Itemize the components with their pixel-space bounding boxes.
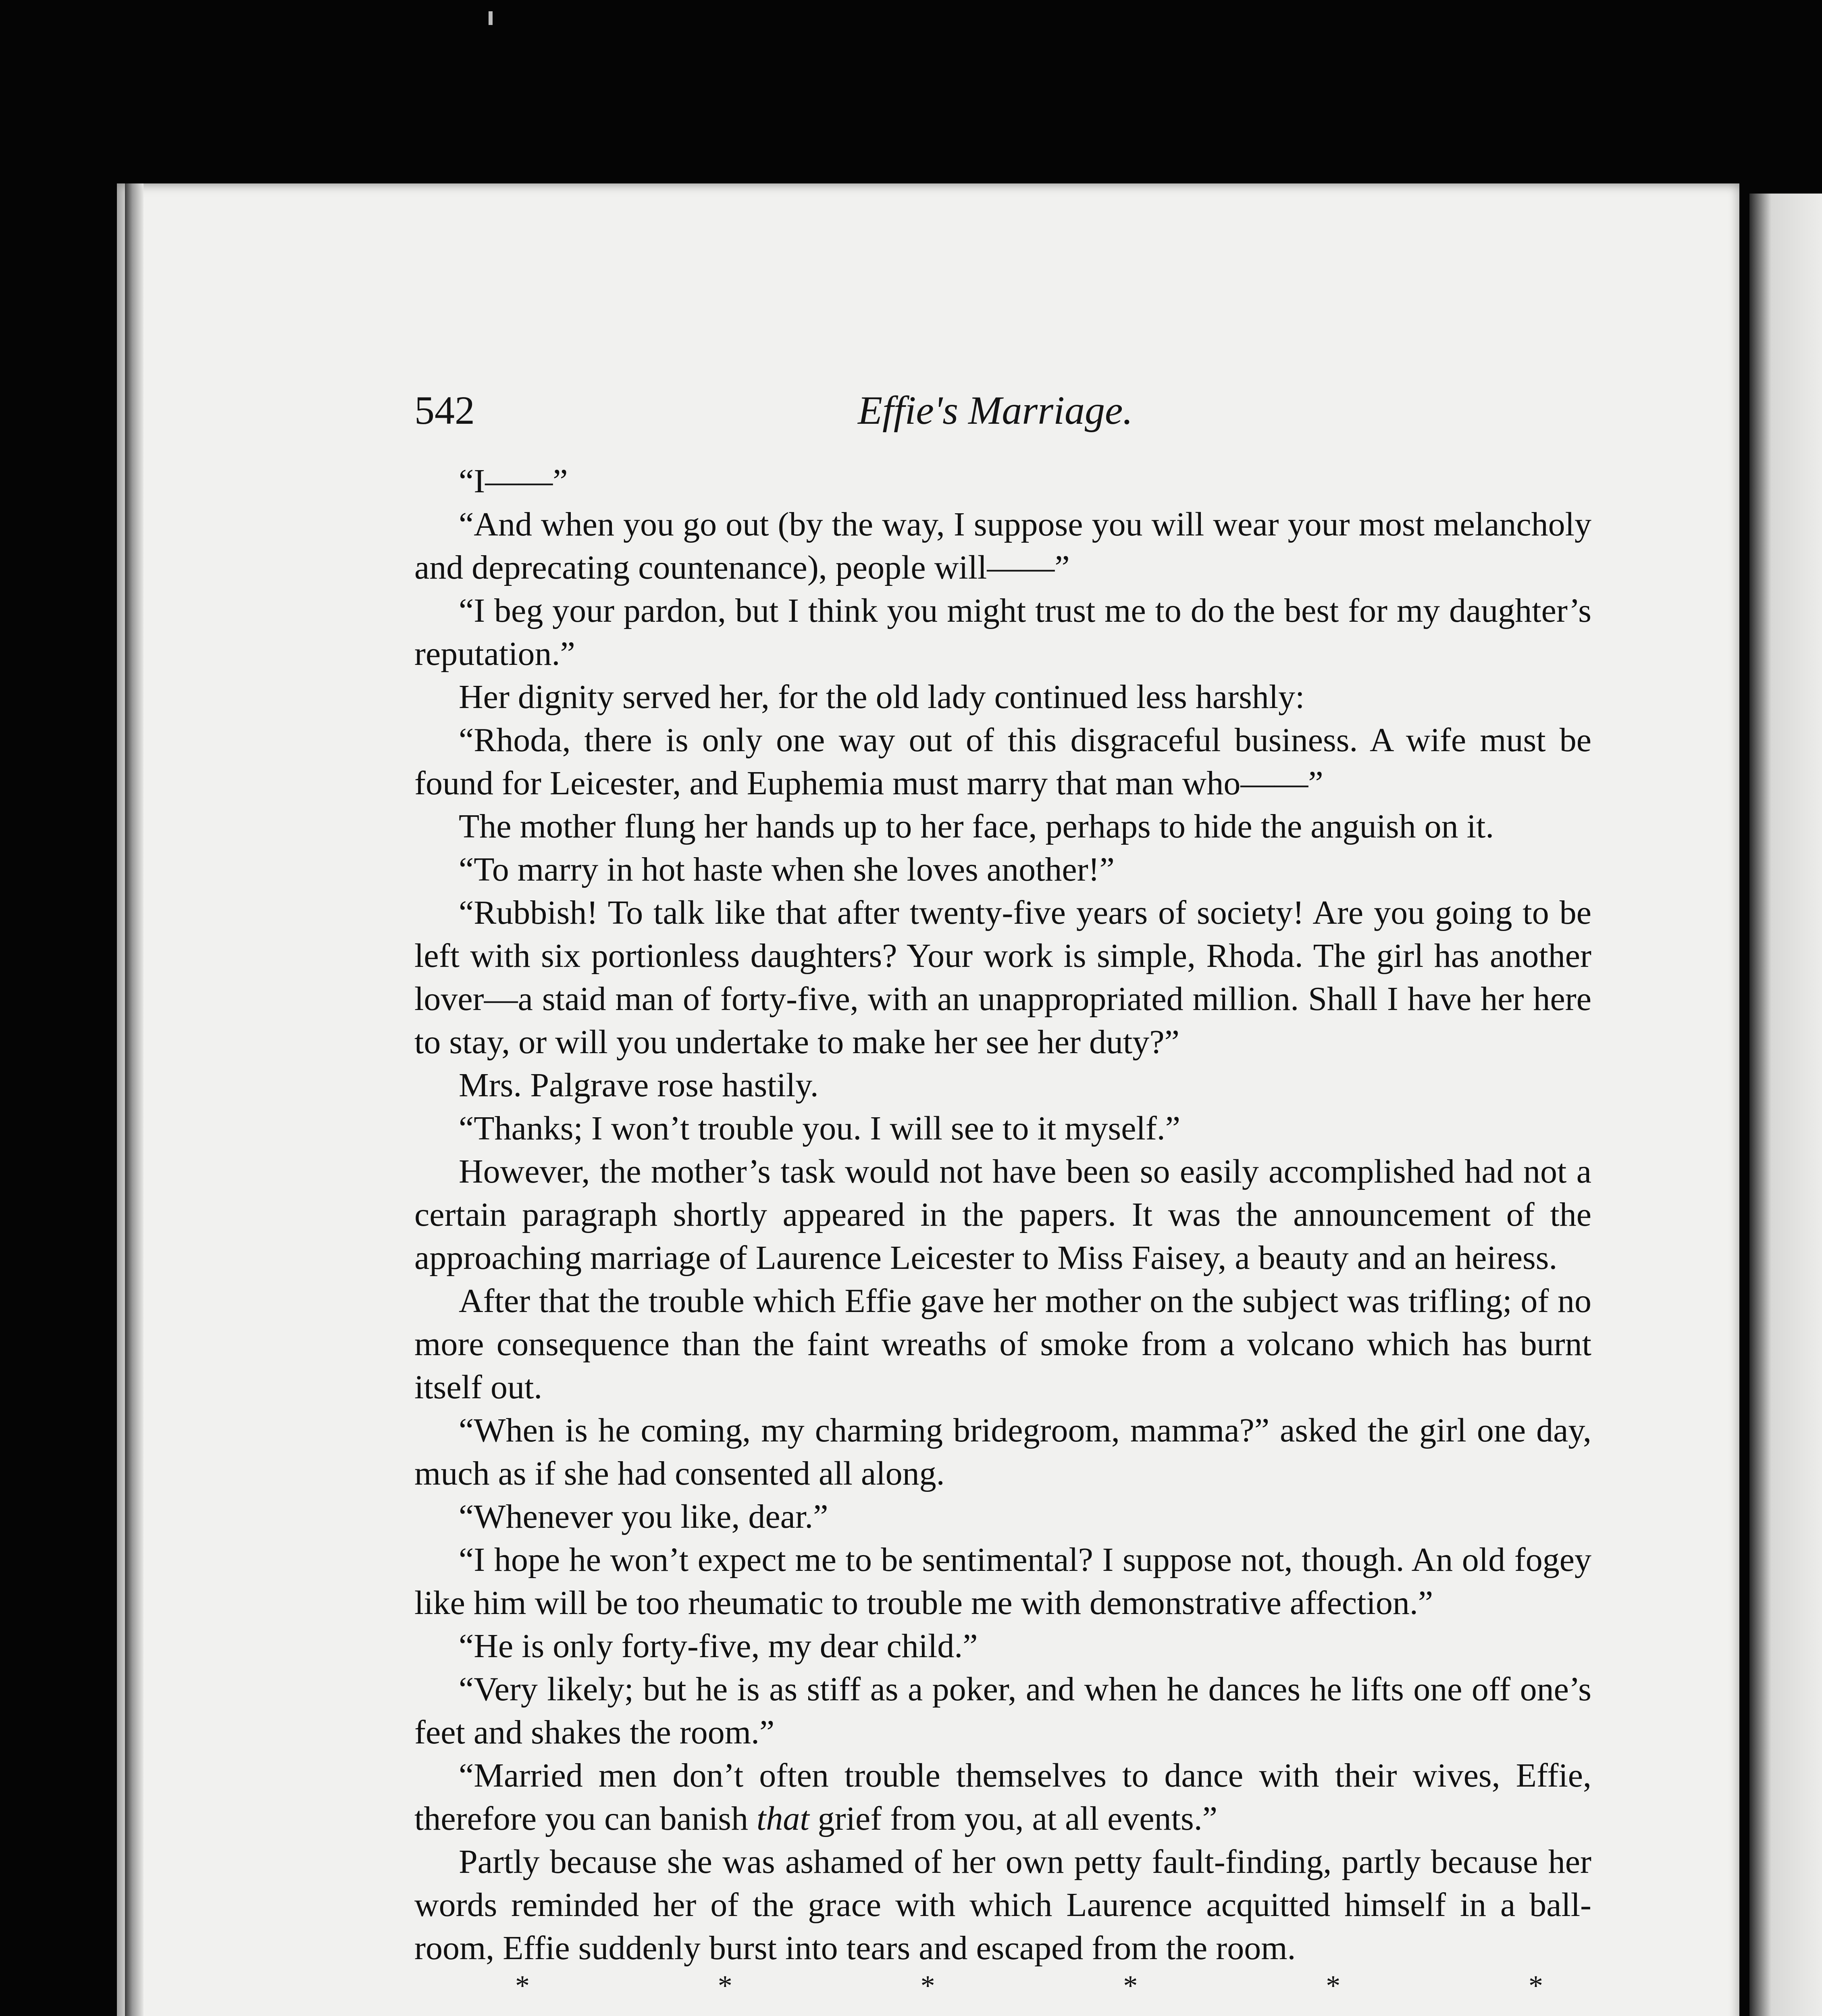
paragraph: “Very likely; but he is as stiff as a poker, and when he dances he lifts one off one’s feet and shakes the room.” — [414, 1670, 1591, 1751]
adjacent-page-edge — [1749, 194, 1822, 2016]
paragraph-married-men — [414, 1754, 1591, 1840]
paragraph: Her dignity served her, for the old lady continued less harshly: — [459, 678, 1305, 716]
asterisk: * — [1326, 1970, 1341, 2002]
paragraph: After that the trouble which Effie gave her mother on the subject was trifling; of no more consequence than the faint wreaths of smoke from a volcano which has burnt itself out. — [414, 1282, 1591, 1406]
text-run: “Married men don’t often trouble themselves to dance with their wives, Effie, therefore you can banish — [414, 1757, 1591, 1837]
paragraph: “Rhoda, there is only one way out of this disgraceful business. A wife must be found for Leicester, and Euphemia must marry that man who——” — [414, 721, 1591, 802]
section-break — [414, 1970, 1591, 2002]
asterisk: * — [1123, 1970, 1138, 2002]
paragraph: “Thanks; I won’t trouble you. I will see to it myself.” — [459, 1110, 1181, 1147]
page-header — [414, 387, 1591, 435]
paragraph: However, the mother’s task would not have been so easily accomplished had not a certain paragraph shortly appeared in the papers. It was the announcement of the approaching marriage of Laurence Leicester to Miss Faisey, a beauty and an heiress. — [414, 1153, 1591, 1277]
paragraph: “He is only forty-five, my dear child.” — [459, 1627, 978, 1665]
paragraph: “I hope he won’t expect me to be sentimental? I suppose not, though. An old fogey like him will be too rheumatic to trouble me with demonstrative affection.” — [414, 1541, 1591, 1622]
paragraph: “Whenever you like, dear.” — [459, 1498, 828, 1535]
page-number: 542 — [414, 388, 475, 433]
paragraph: The mother flung her hands up to her face, perhaps to hide the anguish on it. — [459, 808, 1494, 845]
paragraph: “Rubbish! To talk like that after twenty-five years of society! Are you going to be left with six portionless daughters? Your work is simple, Rhoda. The girl has another lover—a staid man of forty-five, with an unappropriated million. Shall I have her here to stay, or will you undertake to make her see her duty?” — [414, 894, 1591, 1061]
emphasized-word: that — [756, 1800, 809, 1837]
asterisk: * — [718, 1970, 732, 2002]
paragraph: “To marry in hot haste when she loves another!” — [459, 851, 1115, 888]
running-title: Effie's Marriage. — [858, 388, 1133, 433]
asterisk: * — [920, 1970, 935, 2002]
body-text — [414, 460, 1591, 2016]
paragraph: “And when you go out (by the way, I suppose you will wear your most melancholy and deprecating countenance), people will——” — [414, 506, 1591, 586]
scan-mark — [489, 11, 493, 25]
paragraph: “When is he coming, my charming bridegroom, mamma?” asked the girl one day, much as if she had consented all along. — [414, 1412, 1591, 1492]
asterisk: * — [515, 1970, 530, 2002]
paragraph: Mrs. Palgrave rose hastily. — [459, 1066, 819, 1104]
paragraph: “I——” — [459, 462, 568, 500]
paragraph: “I beg your pardon, but I think you might trust me to do the best for my daughter’s reputation.” — [414, 592, 1591, 673]
text-run: grief from you, at all events.” — [809, 1800, 1217, 1837]
paragraph: Partly because she was ashamed of her own petty fault-finding, partly because her words reminded her of the grace with which Laurence acquitted himself in a ball-room, Effie suddenly burst into tears and escaped from the room. — [414, 1843, 1591, 1967]
asterisk: * — [1528, 1970, 1543, 2002]
